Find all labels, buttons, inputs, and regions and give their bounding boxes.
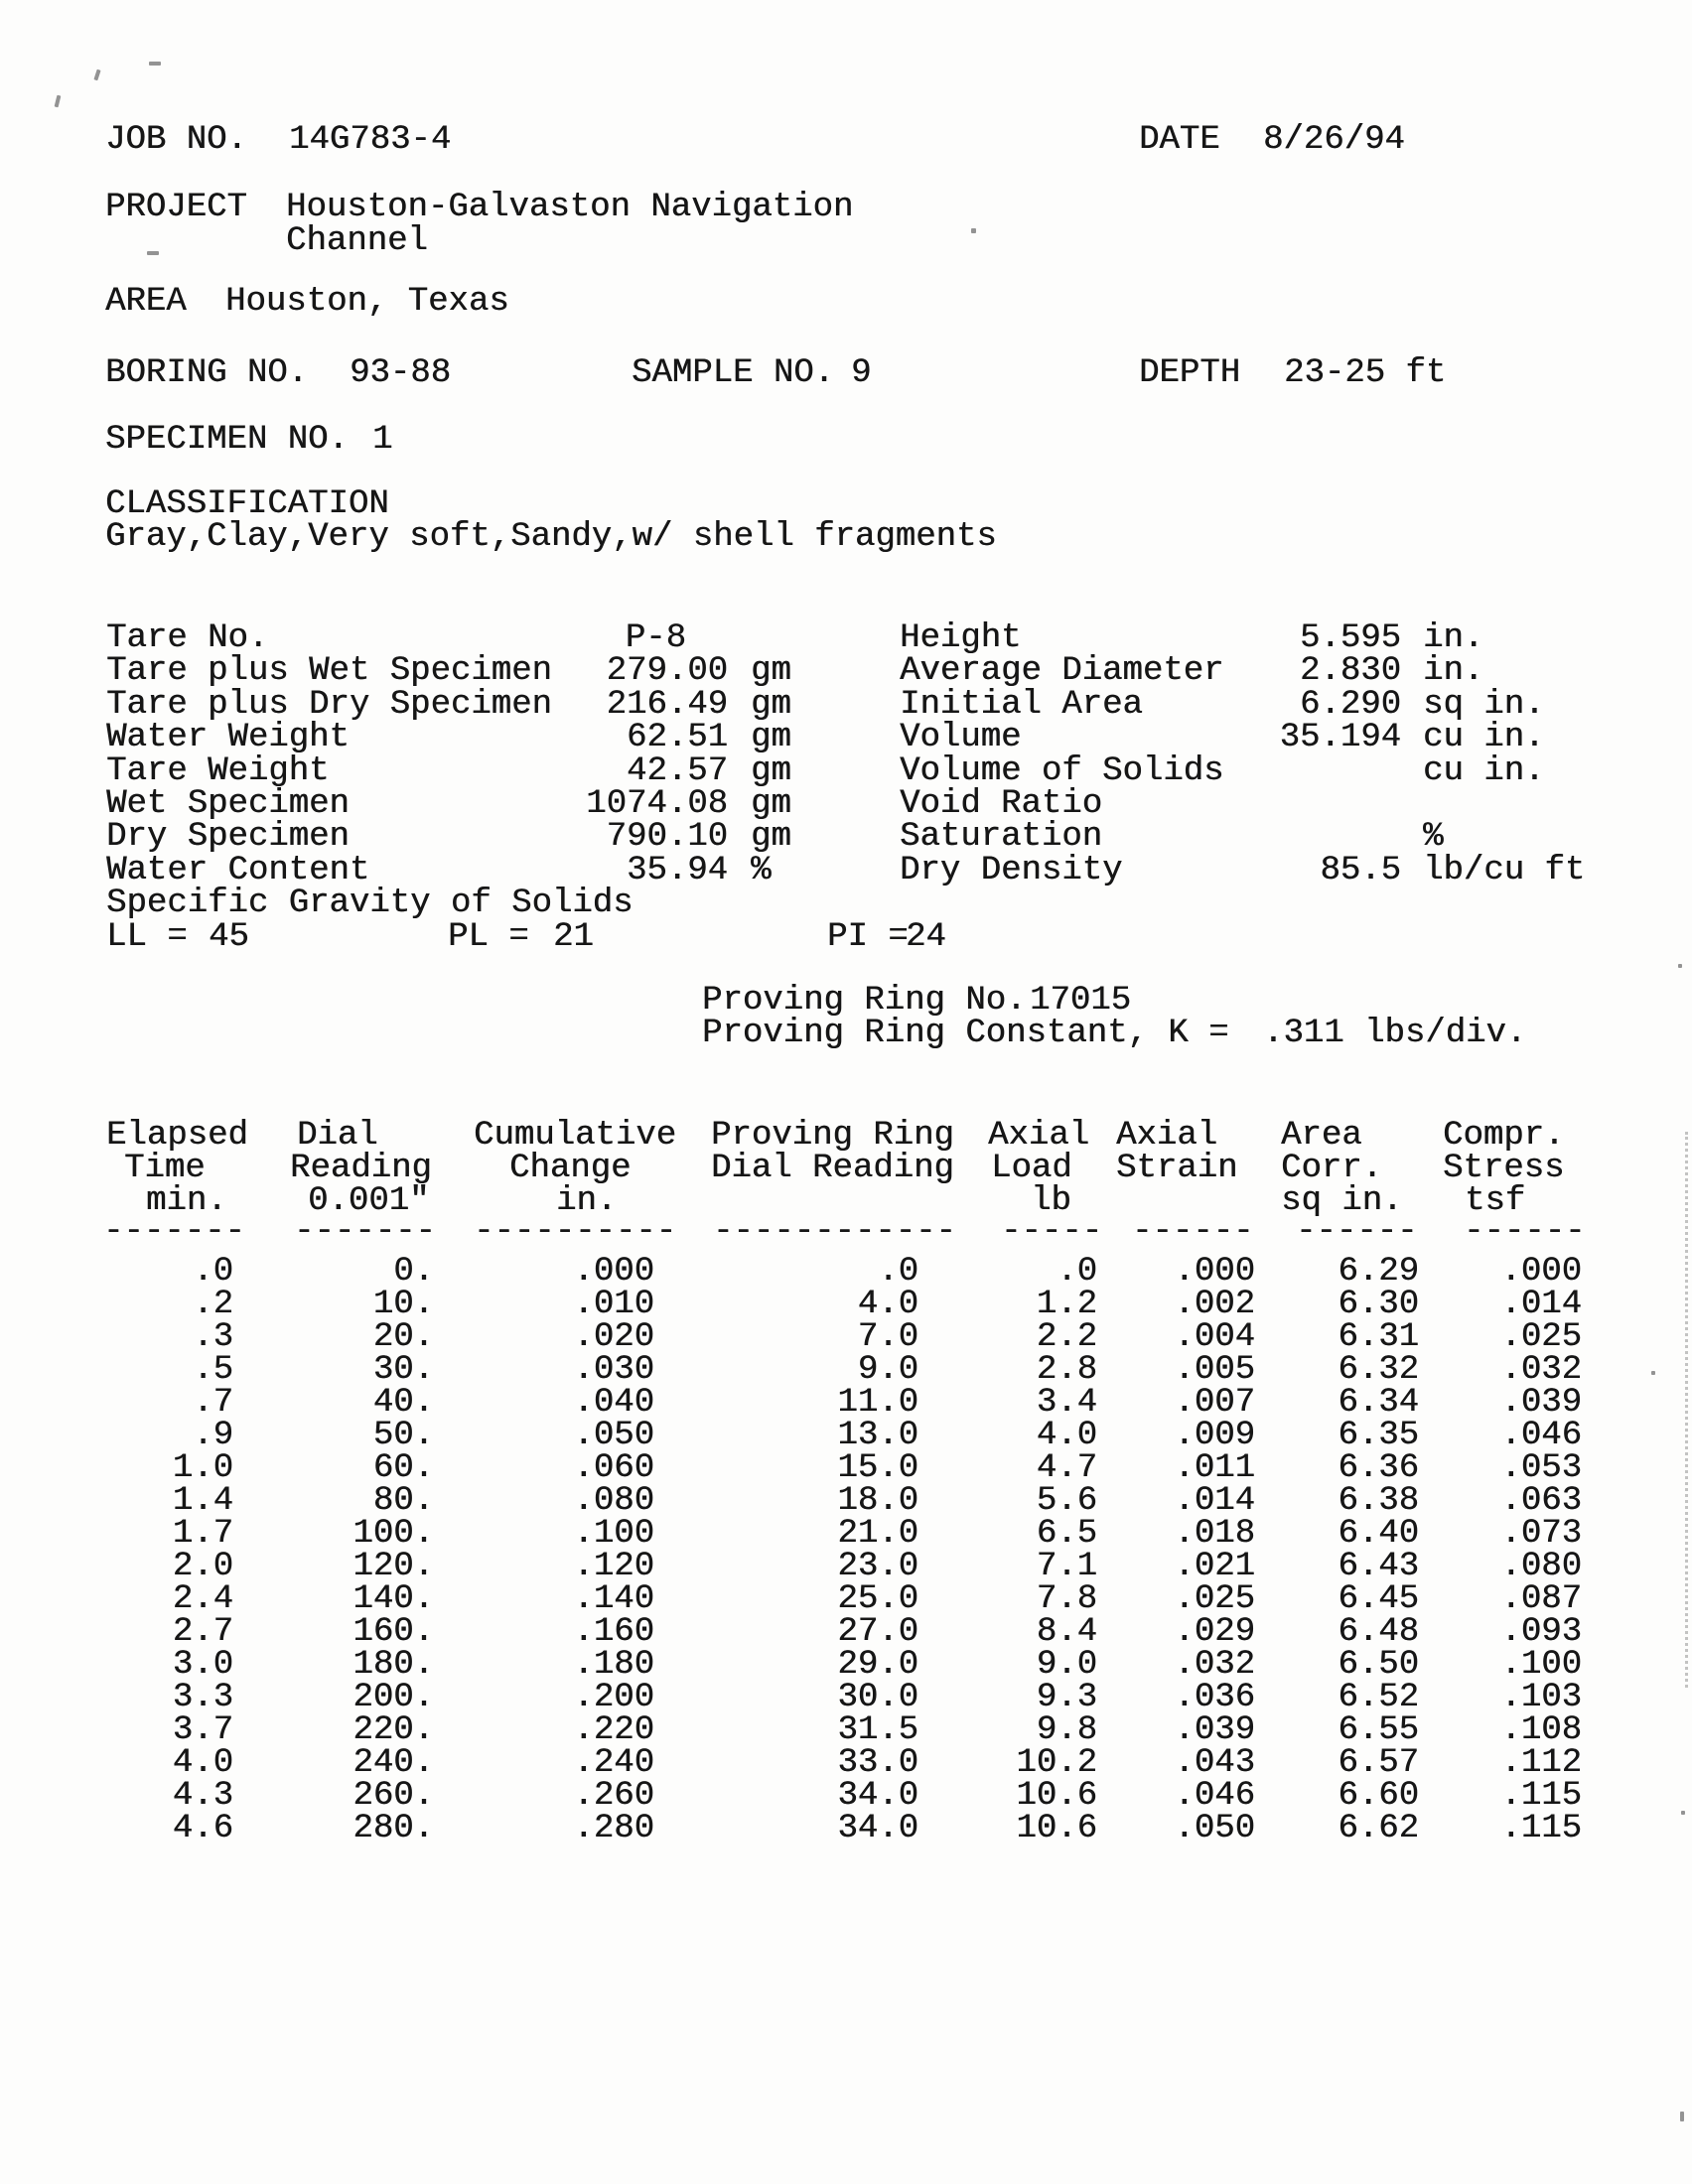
table-cell: 25.0 bbox=[837, 1580, 918, 1618]
measurement-value: 216.49 bbox=[606, 686, 728, 724]
table-cell: .025 bbox=[1174, 1580, 1255, 1618]
table-divider: ------ bbox=[1464, 1213, 1586, 1251]
table-cell: 1.4 bbox=[172, 1482, 233, 1520]
table-cell: 33.0 bbox=[837, 1744, 918, 1782]
table-cell: .039 bbox=[1500, 1384, 1582, 1422]
table-cell: .046 bbox=[1174, 1777, 1255, 1815]
measurement-value: 42.57 bbox=[626, 752, 728, 790]
table-cell: 1.2 bbox=[1036, 1286, 1097, 1323]
table-cell: 6.55 bbox=[1338, 1711, 1419, 1749]
table-cell: .060 bbox=[573, 1449, 654, 1487]
specimen-no-value: 1 bbox=[372, 421, 393, 459]
table-cell: .087 bbox=[1500, 1580, 1582, 1618]
table-cell: 30. bbox=[372, 1351, 434, 1389]
table-cell: 3.0 bbox=[172, 1646, 233, 1684]
table-cell: .280 bbox=[573, 1810, 654, 1847]
table-header: in. bbox=[556, 1182, 618, 1220]
proving-ring-constant-value: .311 lbs/div. bbox=[1263, 1015, 1527, 1052]
table-cell: .036 bbox=[1174, 1679, 1255, 1716]
table-cell: 6.40 bbox=[1338, 1515, 1419, 1553]
table-cell: 34.0 bbox=[837, 1777, 918, 1815]
table-cell: 29.0 bbox=[837, 1646, 918, 1684]
table-cell: 180. bbox=[352, 1646, 434, 1684]
atterberg-value: 21 bbox=[553, 918, 594, 956]
table-cell: 6.43 bbox=[1338, 1548, 1419, 1585]
table-divider: ------------ bbox=[713, 1213, 956, 1251]
table-header: Axial bbox=[988, 1117, 1090, 1155]
table-cell: .005 bbox=[1174, 1351, 1255, 1389]
depth-value: 23-25 ft bbox=[1284, 354, 1447, 392]
table-cell: .020 bbox=[573, 1318, 654, 1356]
table-cell: 34.0 bbox=[837, 1810, 918, 1847]
classification-value: Gray,Clay,Very soft,Sandy,w/ shell fragments bbox=[105, 518, 997, 556]
table-header: Stress bbox=[1443, 1150, 1565, 1187]
table-cell: .032 bbox=[1174, 1646, 1255, 1684]
scan-artifact bbox=[971, 228, 976, 233]
table-cell: .100 bbox=[573, 1515, 654, 1553]
table-cell: .5 bbox=[193, 1351, 233, 1389]
table-cell: .018 bbox=[1174, 1515, 1255, 1553]
table-cell: .160 bbox=[573, 1613, 654, 1651]
table-cell: 9.8 bbox=[1036, 1711, 1097, 1749]
table-cell: 30.0 bbox=[837, 1679, 918, 1716]
measurement-value: 2.830 bbox=[1299, 652, 1401, 690]
table-cell: .011 bbox=[1174, 1449, 1255, 1487]
measurement-label: Tare No. bbox=[106, 619, 269, 657]
table-cell: 27.0 bbox=[837, 1613, 918, 1651]
table-header: Reading bbox=[290, 1150, 432, 1187]
table-cell: 6.60 bbox=[1338, 1777, 1419, 1815]
table-header: Time bbox=[124, 1150, 206, 1187]
table-cell: .260 bbox=[573, 1777, 654, 1815]
table-cell: .040 bbox=[573, 1384, 654, 1422]
measurement-unit: % bbox=[751, 852, 772, 889]
table-cell: 60. bbox=[372, 1449, 434, 1487]
table-header: Corr. bbox=[1281, 1150, 1383, 1187]
table-cell: 18.0 bbox=[837, 1482, 918, 1520]
table-cell: 6.35 bbox=[1338, 1417, 1419, 1454]
table-cell: 6.38 bbox=[1338, 1482, 1419, 1520]
table-cell: 8.4 bbox=[1036, 1613, 1097, 1651]
table-cell: 6.57 bbox=[1338, 1744, 1419, 1782]
table-cell: .050 bbox=[573, 1417, 654, 1454]
measurement-label: Tare plus Wet Specimen bbox=[106, 652, 552, 690]
table-header: Change bbox=[509, 1150, 632, 1187]
project-value-line2: Channel bbox=[286, 222, 428, 260]
table-cell: .180 bbox=[573, 1646, 654, 1684]
scan-artifact bbox=[1685, 1132, 1688, 1688]
measurement-label: Volume of Solids bbox=[900, 752, 1224, 790]
proving-ring-no-label: Proving Ring No. bbox=[702, 982, 1027, 1020]
scan-artifact bbox=[147, 251, 159, 255]
table-cell: .120 bbox=[573, 1548, 654, 1585]
measurement-unit: in. bbox=[1423, 652, 1484, 690]
measurement-unit: % bbox=[1423, 818, 1444, 856]
table-cell: 2.2 bbox=[1036, 1318, 1097, 1356]
measurement-value: 6.290 bbox=[1299, 686, 1401, 724]
scan-artifact bbox=[1680, 2112, 1684, 2121]
measurement-unit: gm bbox=[751, 652, 791, 690]
table-cell: .000 bbox=[573, 1253, 654, 1291]
table-cell: 9.0 bbox=[1036, 1646, 1097, 1684]
table-cell: 6.34 bbox=[1338, 1384, 1419, 1422]
table-cell: 6.52 bbox=[1338, 1679, 1419, 1716]
table-cell: 100. bbox=[352, 1515, 434, 1553]
table-cell: 3.7 bbox=[172, 1711, 233, 1749]
measurement-value: 35.194 bbox=[1279, 719, 1401, 756]
measurement-value: 62.51 bbox=[626, 719, 728, 756]
measurement-label: Saturation bbox=[900, 818, 1103, 856]
table-cell: 6.32 bbox=[1338, 1351, 1419, 1389]
proving-ring-constant-label: Proving Ring Constant, K = bbox=[702, 1015, 1229, 1052]
table-cell: .3 bbox=[193, 1318, 233, 1356]
measurement-label: Volume bbox=[900, 719, 1022, 756]
table-cell: 6.5 bbox=[1036, 1515, 1097, 1553]
proving-ring-no-value: 17015 bbox=[1030, 982, 1132, 1020]
boring-no-label: BORING NO. bbox=[105, 354, 309, 392]
table-cell: 7.1 bbox=[1036, 1548, 1097, 1585]
area-value: Houston, Texas bbox=[225, 283, 509, 321]
table-cell: .025 bbox=[1500, 1318, 1582, 1356]
table-header: Cumulative bbox=[474, 1117, 677, 1155]
measurement-label: Initial Area bbox=[900, 686, 1143, 724]
table-header: Area bbox=[1281, 1117, 1362, 1155]
table-cell: 9.3 bbox=[1036, 1679, 1097, 1716]
table-cell: .0 bbox=[878, 1253, 918, 1291]
atterberg-value: 45 bbox=[209, 918, 249, 956]
table-cell: 3.3 bbox=[172, 1679, 233, 1716]
table-cell: 4.7 bbox=[1036, 1449, 1097, 1487]
table-cell: .093 bbox=[1500, 1613, 1582, 1651]
measurement-unit: gm bbox=[751, 686, 791, 724]
table-cell: 6.50 bbox=[1338, 1646, 1419, 1684]
area-label: AREA bbox=[105, 283, 187, 321]
table-cell: 0. bbox=[393, 1253, 434, 1291]
measurement-value: 279.00 bbox=[606, 652, 728, 690]
atterberg-label: LL = bbox=[106, 918, 188, 956]
measurement-label: Water Weight bbox=[106, 719, 350, 756]
scan-artifact bbox=[93, 69, 100, 81]
table-cell: 9.0 bbox=[857, 1351, 918, 1389]
table-cell: 4.0 bbox=[172, 1744, 233, 1782]
table-cell: 13.0 bbox=[837, 1417, 918, 1454]
table-header: Proving Ring bbox=[711, 1117, 954, 1155]
table-cell: .000 bbox=[1500, 1253, 1582, 1291]
table-cell: .000 bbox=[1174, 1253, 1255, 1291]
table-cell: 1.0 bbox=[172, 1449, 233, 1487]
table-cell: 2.8 bbox=[1036, 1351, 1097, 1389]
table-cell: .043 bbox=[1174, 1744, 1255, 1782]
table-cell: 6.36 bbox=[1338, 1449, 1419, 1487]
sample-no-value: 9 bbox=[851, 354, 872, 392]
measurement-label: Void Ratio bbox=[900, 785, 1103, 823]
table-header: Dial bbox=[297, 1117, 378, 1155]
table-header: lb bbox=[1031, 1182, 1071, 1220]
table-cell: .9 bbox=[193, 1417, 233, 1454]
table-cell: 20. bbox=[372, 1318, 434, 1356]
table-cell: 140. bbox=[352, 1580, 434, 1618]
table-cell: 240. bbox=[352, 1744, 434, 1782]
measurement-label: Wet Specimen bbox=[106, 785, 350, 823]
table-cell: 220. bbox=[352, 1711, 434, 1749]
table-cell: 200. bbox=[352, 1679, 434, 1716]
table-cell: 1.7 bbox=[172, 1515, 233, 1553]
table-cell: .140 bbox=[573, 1580, 654, 1618]
measurement-label: Water Content bbox=[106, 852, 370, 889]
table-cell: 80. bbox=[372, 1482, 434, 1520]
measurement-label: Tare plus Dry Specimen bbox=[106, 686, 552, 724]
table-cell: 23.0 bbox=[837, 1548, 918, 1585]
table-divider: ------ bbox=[1132, 1213, 1254, 1251]
measurement-unit: gm bbox=[751, 818, 791, 856]
table-cell: 6.62 bbox=[1338, 1810, 1419, 1847]
table-header: 0.001" bbox=[308, 1182, 430, 1220]
measurement-label: Average Diameter bbox=[900, 652, 1224, 690]
table-cell: .115 bbox=[1500, 1777, 1582, 1815]
table-cell: .010 bbox=[573, 1286, 654, 1323]
table-cell: 2.7 bbox=[172, 1613, 233, 1651]
table-cell: .029 bbox=[1174, 1613, 1255, 1651]
atterberg-label: PI = bbox=[827, 918, 909, 956]
specimen-no-label: SPECIMEN NO. bbox=[105, 421, 349, 459]
measurement-unit: gm bbox=[751, 785, 791, 823]
scan-artifact bbox=[1681, 1811, 1685, 1815]
table-cell: 6.29 bbox=[1338, 1253, 1419, 1291]
table-cell: 2.0 bbox=[172, 1548, 233, 1585]
table-cell: 6.30 bbox=[1338, 1286, 1419, 1323]
table-cell: .007 bbox=[1174, 1384, 1255, 1422]
table-cell: .039 bbox=[1174, 1711, 1255, 1749]
scan-artifact bbox=[55, 95, 62, 108]
table-cell: 7.0 bbox=[857, 1318, 918, 1356]
table-header: Strain bbox=[1116, 1150, 1238, 1187]
table-cell: 10.2 bbox=[1016, 1744, 1097, 1782]
table-header: Load bbox=[991, 1150, 1072, 1187]
table-cell: 6.31 bbox=[1338, 1318, 1419, 1356]
table-cell: .108 bbox=[1500, 1711, 1582, 1749]
table-cell: 31.5 bbox=[837, 1711, 918, 1749]
table-header: Dial Reading bbox=[711, 1150, 954, 1187]
table-cell: 4.6 bbox=[172, 1810, 233, 1847]
table-cell: .021 bbox=[1174, 1548, 1255, 1585]
table-cell: 21.0 bbox=[837, 1515, 918, 1553]
depth-label: DEPTH bbox=[1139, 354, 1241, 392]
table-cell: .080 bbox=[573, 1482, 654, 1520]
table-header: Compr. bbox=[1443, 1117, 1565, 1155]
table-cell: .115 bbox=[1500, 1810, 1582, 1847]
measurement-unit: in. bbox=[1423, 619, 1484, 657]
job-no-label: JOB NO. bbox=[105, 121, 247, 159]
measurement-unit: cu in. bbox=[1423, 719, 1545, 756]
measurement-unit: lb/cu ft bbox=[1423, 852, 1586, 889]
table-cell: 2.4 bbox=[172, 1580, 233, 1618]
classification-label: CLASSIFICATION bbox=[105, 485, 389, 523]
table-divider: ---------- bbox=[474, 1213, 677, 1251]
table-cell: 50. bbox=[372, 1417, 434, 1454]
measurement-label: Height bbox=[900, 619, 1022, 657]
table-cell: .030 bbox=[573, 1351, 654, 1389]
measurement-label: Dry Specimen bbox=[106, 818, 350, 856]
table-header: min. bbox=[146, 1182, 227, 1220]
table-divider: ------ bbox=[1296, 1213, 1418, 1251]
table-cell: 6.45 bbox=[1338, 1580, 1419, 1618]
table-cell: .002 bbox=[1174, 1286, 1255, 1323]
date-value: 8/26/94 bbox=[1263, 121, 1405, 159]
table-cell: 260. bbox=[352, 1777, 434, 1815]
table-cell: 160. bbox=[352, 1613, 434, 1651]
measurement-value: 85.5 bbox=[1320, 852, 1401, 889]
measurement-label: Dry Density bbox=[900, 852, 1123, 889]
table-cell: 4.3 bbox=[172, 1777, 233, 1815]
table-cell: .050 bbox=[1174, 1810, 1255, 1847]
table-header: sq in. bbox=[1281, 1182, 1403, 1220]
table-cell: 4.0 bbox=[857, 1286, 918, 1323]
table-cell: .0 bbox=[193, 1253, 233, 1291]
table-cell: 5.6 bbox=[1036, 1482, 1097, 1520]
table-cell: .032 bbox=[1500, 1351, 1582, 1389]
measurement-value: 35.94 bbox=[626, 852, 728, 889]
table-cell: 15.0 bbox=[837, 1449, 918, 1487]
table-cell: .073 bbox=[1500, 1515, 1582, 1553]
scan-artifact bbox=[1678, 964, 1682, 968]
table-cell: .014 bbox=[1500, 1286, 1582, 1323]
table-cell: .200 bbox=[573, 1679, 654, 1716]
table-divider: ------- bbox=[103, 1213, 245, 1251]
table-cell: .053 bbox=[1500, 1449, 1582, 1487]
scan-artifact bbox=[1651, 1371, 1655, 1375]
table-cell: 280. bbox=[352, 1810, 434, 1847]
table-cell: .240 bbox=[573, 1744, 654, 1782]
table-cell: 7.8 bbox=[1036, 1580, 1097, 1618]
measurement-unit: gm bbox=[751, 752, 791, 790]
table-cell: .103 bbox=[1500, 1679, 1582, 1716]
scan-artifact bbox=[149, 62, 161, 66]
table-cell: .220 bbox=[573, 1711, 654, 1749]
table-cell: .063 bbox=[1500, 1482, 1582, 1520]
table-header: Axial bbox=[1116, 1117, 1218, 1155]
measurement-unit: cu in. bbox=[1423, 752, 1545, 790]
project-label: PROJECT bbox=[105, 189, 247, 226]
atterberg-label: PL = bbox=[448, 918, 529, 956]
table-cell: .112 bbox=[1500, 1744, 1582, 1782]
atterberg-value: 24 bbox=[906, 918, 946, 956]
measurement-value: P-8 bbox=[625, 619, 686, 657]
job-no-value: 14G783-4 bbox=[289, 121, 452, 159]
table-cell: 6.48 bbox=[1338, 1613, 1419, 1651]
table-divider: ----- bbox=[1001, 1213, 1103, 1251]
table-cell: 10.6 bbox=[1016, 1810, 1097, 1847]
table-cell: .080 bbox=[1500, 1548, 1582, 1585]
measurement-label: Tare Weight bbox=[106, 752, 330, 790]
sample-no-label: SAMPLE NO. bbox=[632, 354, 835, 392]
table-divider: ------- bbox=[294, 1213, 436, 1251]
measurement-unit: sq in. bbox=[1423, 686, 1545, 724]
measurement-label: Specific Gravity of Solids bbox=[106, 885, 634, 922]
measurement-value: 1074.08 bbox=[586, 785, 728, 823]
table-cell: 4.0 bbox=[1036, 1417, 1097, 1454]
measurement-unit: gm bbox=[751, 719, 791, 756]
boring-no-value: 93-88 bbox=[350, 354, 452, 392]
table-cell: 40. bbox=[372, 1384, 434, 1422]
table-cell: .009 bbox=[1174, 1417, 1255, 1454]
table-cell: .2 bbox=[193, 1286, 233, 1323]
measurement-value: 790.10 bbox=[606, 818, 728, 856]
table-cell: .7 bbox=[193, 1384, 233, 1422]
table-cell: 120. bbox=[352, 1548, 434, 1585]
table-cell: .046 bbox=[1500, 1417, 1582, 1454]
measurement-value: 5.595 bbox=[1299, 619, 1401, 657]
table-header: tsf bbox=[1465, 1182, 1526, 1220]
table-cell: .100 bbox=[1500, 1646, 1582, 1684]
table-cell: .004 bbox=[1174, 1318, 1255, 1356]
project-value-line1: Houston-Galvaston Navigation bbox=[286, 189, 854, 226]
table-header: Elapsed bbox=[106, 1117, 248, 1155]
table-cell: 3.4 bbox=[1036, 1384, 1097, 1422]
table-cell: 10.6 bbox=[1016, 1777, 1097, 1815]
table-cell: .014 bbox=[1174, 1482, 1255, 1520]
table-cell: 10. bbox=[372, 1286, 434, 1323]
table-cell: .0 bbox=[1057, 1253, 1097, 1291]
date-label: DATE bbox=[1139, 121, 1220, 159]
table-cell: 11.0 bbox=[837, 1384, 918, 1422]
